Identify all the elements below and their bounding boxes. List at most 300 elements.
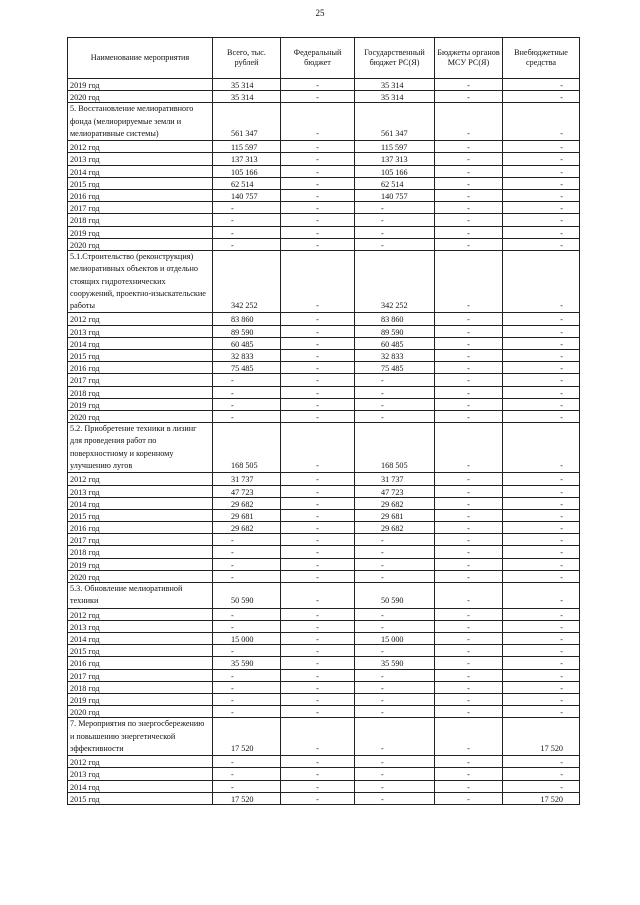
extrabudgetary-value: - (503, 522, 580, 534)
extrabudgetary-value: - (503, 238, 580, 250)
state-value: 60 485 (355, 337, 435, 349)
total-value: 31 737 (213, 473, 281, 485)
state-value: - (355, 570, 435, 582)
extrabudgetary-value: - (503, 398, 580, 410)
extrabudgetary-value: - (503, 657, 580, 669)
municipal-value: - (435, 153, 503, 165)
total-value: 47 723 (213, 485, 281, 497)
municipal-value: - (435, 509, 503, 521)
row-label: 2014 год (68, 632, 213, 644)
federal-value: - (281, 534, 355, 546)
federal-value: - (281, 681, 355, 693)
municipal-value: - (435, 558, 503, 570)
federal-value: - (281, 756, 355, 768)
header-federal: Федеральный бюджет (281, 38, 355, 79)
state-value: 137 313 (355, 153, 435, 165)
table-row (68, 706, 580, 718)
state-value: - (355, 645, 435, 657)
extrabudgetary-value: - (503, 693, 580, 705)
federal-value: - (281, 522, 355, 534)
extrabudgetary-value: - (503, 509, 580, 521)
municipal-value: - (435, 398, 503, 410)
header-state: Государственный бюджет РС(Я) (355, 38, 435, 79)
total-value: - (213, 608, 281, 620)
municipal-value: - (435, 410, 503, 422)
table-header (68, 38, 580, 79)
state-value: - (355, 410, 435, 422)
table-row (68, 792, 580, 804)
row-label: 2017 год (68, 669, 213, 681)
extrabudgetary-value: - (503, 91, 580, 103)
municipal-value: - (435, 657, 503, 669)
extrabudgetary-value: - (503, 681, 580, 693)
federal-value: - (281, 620, 355, 632)
municipal-value: - (435, 768, 503, 780)
extrabudgetary-value: - (503, 153, 580, 165)
municipal-value: - (435, 632, 503, 644)
federal-value: - (281, 669, 355, 681)
extrabudgetary-value: - (503, 410, 580, 422)
municipal-value: - (435, 362, 503, 374)
state-value: - (355, 558, 435, 570)
page-number: 25 (315, 8, 325, 18)
municipal-value: - (435, 718, 503, 756)
row-label: 2020 год (68, 570, 213, 582)
federal-value: - (281, 313, 355, 325)
table-row (68, 362, 580, 374)
row-label: 2018 год (68, 546, 213, 558)
state-value: - (355, 706, 435, 718)
total-value: - (213, 669, 281, 681)
state-value: 31 737 (355, 473, 435, 485)
state-value: - (355, 768, 435, 780)
municipal-value: - (435, 226, 503, 238)
total-value: 89 590 (213, 325, 281, 337)
extrabudgetary-value: - (503, 325, 580, 337)
municipal-value: - (435, 214, 503, 226)
federal-value: - (281, 608, 355, 620)
table-row (68, 780, 580, 792)
municipal-value: - (435, 473, 503, 485)
state-value: 561 347 (355, 103, 435, 141)
extrabudgetary-value: 17 520 (503, 718, 580, 756)
state-value: 89 590 (355, 325, 435, 337)
total-value: 29 681 (213, 509, 281, 521)
table-group-row (68, 103, 580, 141)
federal-value: - (281, 337, 355, 349)
total-value: 561 347 (213, 103, 281, 141)
row-label: 2017 год (68, 534, 213, 546)
municipal-value: - (435, 534, 503, 546)
municipal-value: - (435, 190, 503, 202)
state-value: - (355, 756, 435, 768)
federal-value: - (281, 374, 355, 386)
total-value: - (213, 693, 281, 705)
federal-value: - (281, 546, 355, 558)
municipal-value: - (435, 350, 503, 362)
row-label: 2015 год (68, 792, 213, 804)
row-label: 2020 год (68, 238, 213, 250)
table-group-row (68, 583, 580, 609)
extrabudgetary-value: - (503, 780, 580, 792)
municipal-value: - (435, 250, 503, 312)
municipal-value: - (435, 681, 503, 693)
total-value: - (213, 645, 281, 657)
state-value: 35 590 (355, 657, 435, 669)
table-body (68, 79, 580, 805)
table-row (68, 632, 580, 644)
table-row (68, 522, 580, 534)
state-value: 29 682 (355, 497, 435, 509)
table-row (68, 350, 580, 362)
extrabudgetary-value: - (503, 485, 580, 497)
federal-value: - (281, 632, 355, 644)
federal-value: - (281, 386, 355, 398)
state-value: 29 682 (355, 522, 435, 534)
extrabudgetary-value: - (503, 608, 580, 620)
row-label: 2013 год (68, 768, 213, 780)
total-value: 137 313 (213, 153, 281, 165)
table-row (68, 398, 580, 410)
state-value: 75 485 (355, 362, 435, 374)
total-value: 15 000 (213, 632, 281, 644)
total-value: - (213, 620, 281, 632)
row-label: 2013 год (68, 485, 213, 497)
extrabudgetary-value: - (503, 706, 580, 718)
table-row (68, 238, 580, 250)
table-row (68, 570, 580, 582)
row-label: 5. Восстановление мелиоративного фонда (мелиорируемые земли и мелиоративные системы) (68, 103, 213, 141)
municipal-value: - (435, 583, 503, 609)
row-label: 2015 год (68, 509, 213, 521)
state-value: 29 681 (355, 509, 435, 521)
extrabudgetary-value: - (503, 190, 580, 202)
municipal-value: - (435, 608, 503, 620)
table-row (68, 473, 580, 485)
total-value: 83 860 (213, 313, 281, 325)
row-label: 2016 год (68, 657, 213, 669)
federal-value: - (281, 423, 355, 473)
row-label: 5.2. Приобретение техники в лизинг для проведения работ по поверхностному и коренному улучшению лугов (68, 423, 213, 473)
table-row (68, 485, 580, 497)
federal-value: - (281, 693, 355, 705)
municipal-value: - (435, 374, 503, 386)
row-label: 2018 год (68, 386, 213, 398)
table-row (68, 645, 580, 657)
total-value: 17 520 (213, 718, 281, 756)
municipal-value: - (435, 238, 503, 250)
row-label: 2018 год (68, 681, 213, 693)
table-row (68, 546, 580, 558)
municipal-value: - (435, 91, 503, 103)
state-value: - (355, 534, 435, 546)
extrabudgetary-value: - (503, 570, 580, 582)
budget-table (67, 37, 580, 805)
extrabudgetary-value: - (503, 79, 580, 91)
state-value: 62 514 (355, 177, 435, 189)
header-extrabudgetary: Внебюджетные средства (503, 38, 580, 79)
row-label: 2020 год (68, 410, 213, 422)
row-label: 2015 год (68, 645, 213, 657)
total-value: 29 682 (213, 497, 281, 509)
federal-value: - (281, 153, 355, 165)
municipal-value: - (435, 423, 503, 473)
table-row (68, 177, 580, 189)
federal-value: - (281, 165, 355, 177)
municipal-value: - (435, 79, 503, 91)
municipal-value: - (435, 522, 503, 534)
total-value: 35 314 (213, 91, 281, 103)
federal-value: - (281, 190, 355, 202)
extrabudgetary-value: - (503, 546, 580, 558)
table-row (68, 756, 580, 768)
row-label: 5.1.Строительство (реконструкция) мелиоративных объектов и отдельно стоящих гидротехнических сооружений, проектно-изыскательские работы (68, 250, 213, 312)
federal-value: - (281, 325, 355, 337)
extrabudgetary-value: - (503, 423, 580, 473)
row-label: 2016 год (68, 190, 213, 202)
table-row (68, 410, 580, 422)
table-row (68, 374, 580, 386)
federal-value: - (281, 91, 355, 103)
row-label: 2018 год (68, 214, 213, 226)
state-value: - (355, 238, 435, 250)
table-row (68, 91, 580, 103)
municipal-value: - (435, 325, 503, 337)
table-row (68, 202, 580, 214)
federal-value: - (281, 350, 355, 362)
header-total: Всего, тыс. рублей (213, 38, 281, 79)
table-row (68, 313, 580, 325)
extrabudgetary-value: - (503, 583, 580, 609)
row-label: 7. Мероприятия по энергосбережению и повышению энергетической эффективности (68, 718, 213, 756)
state-value: 35 314 (355, 79, 435, 91)
federal-value: - (281, 250, 355, 312)
table-row (68, 214, 580, 226)
state-value: - (355, 792, 435, 804)
extrabudgetary-value: - (503, 250, 580, 312)
extrabudgetary-value: - (503, 534, 580, 546)
extrabudgetary-value: - (503, 141, 580, 153)
table-row (68, 79, 580, 91)
header-municipal: Бюджеты органов МСУ РС(Я) (435, 38, 503, 79)
total-value: - (213, 398, 281, 410)
extrabudgetary-value: - (503, 645, 580, 657)
row-label: 2014 год (68, 337, 213, 349)
total-value: 32 833 (213, 350, 281, 362)
municipal-value: - (435, 497, 503, 509)
state-value: 50 590 (355, 583, 435, 609)
extrabudgetary-value: - (503, 756, 580, 768)
municipal-value: - (435, 669, 503, 681)
extrabudgetary-value: - (503, 620, 580, 632)
total-value: - (213, 780, 281, 792)
table-row (68, 669, 580, 681)
municipal-value: - (435, 165, 503, 177)
federal-value: - (281, 570, 355, 582)
federal-value: - (281, 645, 355, 657)
total-value: 50 590 (213, 583, 281, 609)
municipal-value: - (435, 570, 503, 582)
row-label: 2019 год (68, 398, 213, 410)
total-value: - (213, 386, 281, 398)
federal-value: - (281, 362, 355, 374)
table-row (68, 325, 580, 337)
federal-value: - (281, 226, 355, 238)
row-label: 2020 год (68, 91, 213, 103)
row-label: 2013 год (68, 620, 213, 632)
extrabudgetary-value: - (503, 768, 580, 780)
federal-value: - (281, 509, 355, 521)
state-value: 83 860 (355, 313, 435, 325)
extrabudgetary-value: - (503, 669, 580, 681)
table-row (68, 386, 580, 398)
municipal-value: - (435, 485, 503, 497)
state-value: - (355, 226, 435, 238)
state-value: 115 597 (355, 141, 435, 153)
state-value: - (355, 693, 435, 705)
total-value: 105 166 (213, 165, 281, 177)
row-label: 2012 год (68, 473, 213, 485)
row-label: 2013 год (68, 325, 213, 337)
extrabudgetary-value: - (503, 165, 580, 177)
municipal-value: - (435, 313, 503, 325)
state-value: - (355, 546, 435, 558)
federal-value: - (281, 706, 355, 718)
row-label: 2016 год (68, 522, 213, 534)
table-row (68, 497, 580, 509)
extrabudgetary-value: - (503, 497, 580, 509)
state-value: 47 723 (355, 485, 435, 497)
municipal-value: - (435, 645, 503, 657)
extrabudgetary-value: - (503, 386, 580, 398)
total-value: - (213, 546, 281, 558)
table-group-row (68, 250, 580, 312)
federal-value: - (281, 497, 355, 509)
total-value: - (213, 226, 281, 238)
municipal-value: - (435, 177, 503, 189)
federal-value: - (281, 485, 355, 497)
state-value: 105 166 (355, 165, 435, 177)
federal-value: - (281, 583, 355, 609)
extrabudgetary-value: - (503, 313, 580, 325)
state-value: - (355, 669, 435, 681)
state-value: - (355, 608, 435, 620)
federal-value: - (281, 780, 355, 792)
state-value: 342 252 (355, 250, 435, 312)
state-value: - (355, 780, 435, 792)
total-value: 75 485 (213, 362, 281, 374)
federal-value: - (281, 473, 355, 485)
table-row (68, 509, 580, 521)
federal-value: - (281, 177, 355, 189)
total-value: - (213, 202, 281, 214)
federal-value: - (281, 103, 355, 141)
total-value: 342 252 (213, 250, 281, 312)
table-group-row (68, 718, 580, 756)
total-value: 60 485 (213, 337, 281, 349)
federal-value: - (281, 238, 355, 250)
state-value: - (355, 214, 435, 226)
table-row (68, 620, 580, 632)
total-value: - (213, 214, 281, 226)
municipal-value: - (435, 337, 503, 349)
extrabudgetary-value: - (503, 374, 580, 386)
municipal-value: - (435, 706, 503, 718)
extrabudgetary-value: - (503, 226, 580, 238)
municipal-value: - (435, 546, 503, 558)
table-row (68, 693, 580, 705)
table-row (68, 657, 580, 669)
table-row (68, 153, 580, 165)
state-value: - (355, 681, 435, 693)
municipal-value: - (435, 620, 503, 632)
table-row (68, 534, 580, 546)
header-name: Наименование мероприятия (68, 38, 213, 79)
total-value: - (213, 558, 281, 570)
state-value: - (355, 386, 435, 398)
municipal-value: - (435, 780, 503, 792)
extrabudgetary-value: - (503, 202, 580, 214)
federal-value: - (281, 410, 355, 422)
federal-value: - (281, 792, 355, 804)
row-label: 2012 год (68, 141, 213, 153)
extrabudgetary-value: - (503, 473, 580, 485)
total-value: 17 520 (213, 792, 281, 804)
federal-value: - (281, 657, 355, 669)
municipal-value: - (435, 792, 503, 804)
total-value: - (213, 410, 281, 422)
total-value: 35 590 (213, 657, 281, 669)
state-value: - (355, 398, 435, 410)
state-value: - (355, 374, 435, 386)
extrabudgetary-value: - (503, 214, 580, 226)
federal-value: - (281, 558, 355, 570)
row-label: 2019 год (68, 79, 213, 91)
row-label: 2017 год (68, 202, 213, 214)
state-value: 15 000 (355, 632, 435, 644)
row-label: 2019 год (68, 693, 213, 705)
row-label: 2012 год (68, 608, 213, 620)
row-label: 5.3. Обновление мелиоративной техники (68, 583, 213, 609)
state-value: 32 833 (355, 350, 435, 362)
state-value: 168 505 (355, 423, 435, 473)
federal-value: - (281, 398, 355, 410)
table-row (68, 681, 580, 693)
total-value: - (213, 374, 281, 386)
federal-value: - (281, 718, 355, 756)
table-row (68, 141, 580, 153)
total-value: 168 505 (213, 423, 281, 473)
municipal-value: - (435, 103, 503, 141)
total-value: - (213, 238, 281, 250)
municipal-value: - (435, 141, 503, 153)
state-value: 140 757 (355, 190, 435, 202)
row-label: 2017 год (68, 374, 213, 386)
extrabudgetary-value: - (503, 337, 580, 349)
federal-value: - (281, 141, 355, 153)
municipal-value: - (435, 693, 503, 705)
table-group-row (68, 423, 580, 473)
table-row (68, 190, 580, 202)
table-row (68, 226, 580, 238)
row-label: 2013 год (68, 153, 213, 165)
extrabudgetary-value: - (503, 632, 580, 644)
total-value: - (213, 681, 281, 693)
row-label: 2019 год (68, 226, 213, 238)
state-value: - (355, 620, 435, 632)
total-value: - (213, 768, 281, 780)
row-label: 2014 год (68, 165, 213, 177)
